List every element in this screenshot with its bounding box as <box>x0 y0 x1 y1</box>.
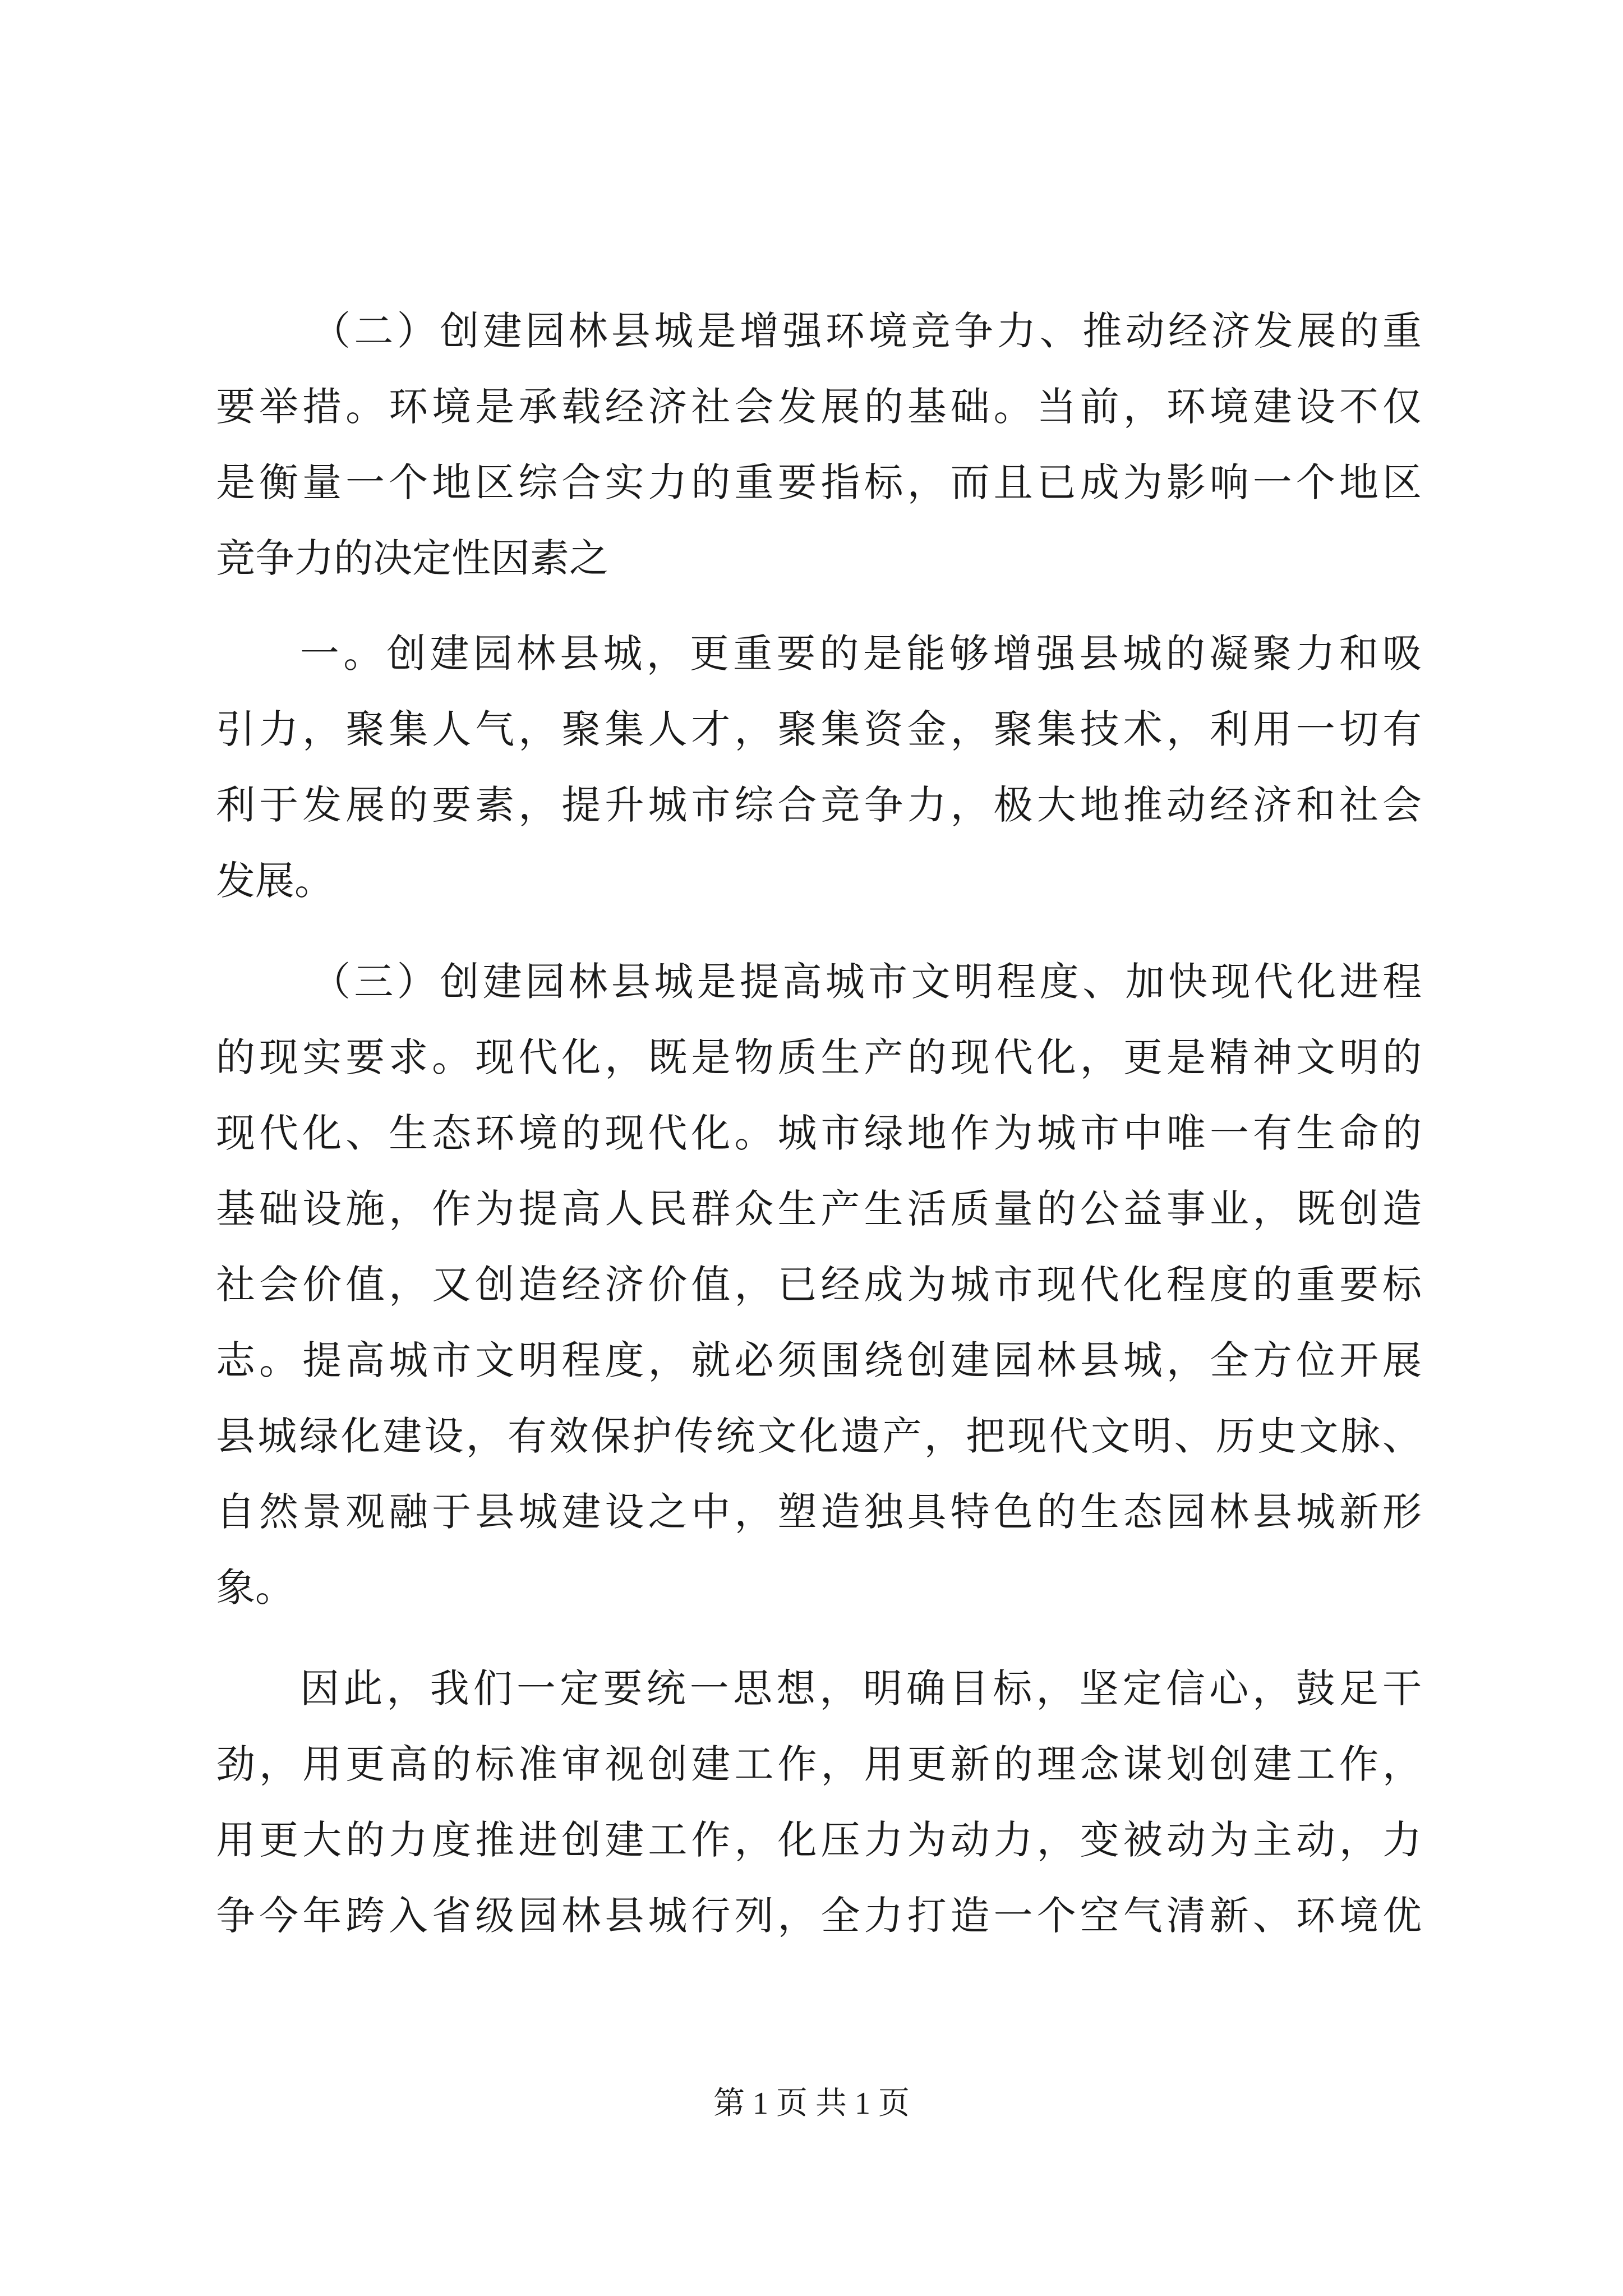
page-number-footer: 第 1 页 共 1 页 <box>713 2086 910 2121</box>
paragraph-line: 引力，聚集人气，聚集人才，聚集资金，聚集技术，利用一切有 <box>216 706 1422 752</box>
paragraph-line: 自然景观融于县城建设之中，塑造独具特色的生态园林县城新形 <box>216 1489 1422 1535</box>
paragraph-line: 要举措。环境是承载经济社会发展的基础。当前，环境建设不仅 <box>216 384 1422 430</box>
paragraph-line: 发展。 <box>216 858 334 904</box>
paragraph-line: 用更大的力度推进创建工作，化压力为动力，变被动为主动，力 <box>216 1817 1422 1863</box>
paragraph-line: 竞争力的决定性因素之 <box>216 535 608 581</box>
paragraph-line: （二）创建园林县城是增强环境竞争力、推动经济发展的重 <box>311 308 1422 354</box>
paragraph-line: 的现实要求。现代化，既是物质生产的现代化，更是精神文明的 <box>216 1034 1422 1080</box>
paragraph-line: 利于发展的要素，提升城市综合竞争力，极大地推动经济和社会 <box>216 782 1422 828</box>
paragraph-line: （三）创建园林县城是提高城市文明程度、加快现代化进程 <box>311 959 1422 1005</box>
paragraph-line: 一。创建园林县城，更重要的是能够增强县城的凝聚力和吸 <box>300 631 1422 677</box>
paragraph-line: 是衡量一个地区综合实力的重要指标，而且已成为影响一个地区 <box>216 459 1422 505</box>
paragraph-line: 劲，用更高的标准审视创建工作，用更新的理念谋划创建工作， <box>216 1741 1422 1787</box>
paragraph-line: 志。提高城市文明程度，就必须围绕创建园林县城，全方位开展 <box>216 1337 1422 1383</box>
paragraph-line: 县城绿化建设，有效保护传统文化遗产，把现代文明、历史文脉、 <box>216 1413 1422 1459</box>
paragraph-line: 社会价值，又创造经济价值，已经成为城市现代化程度的重要标 <box>216 1262 1422 1308</box>
paragraph-line: 争今年跨入省级园林县城行列，全力打造一个空气清新、环境优 <box>216 1893 1422 1939</box>
paragraph-line: 象。 <box>216 1565 294 1611</box>
paragraph-line: 现代化、生态环境的现代化。城市绿地作为城市中唯一有生命的 <box>216 1110 1422 1156</box>
paragraph-line: 因此，我们一定要统一思想，明确目标，坚定信心，鼓足干 <box>300 1665 1422 1711</box>
paragraph-line: 基础设施，作为提高人民群众生产生活质量的公益事业，既创造 <box>216 1186 1422 1232</box>
